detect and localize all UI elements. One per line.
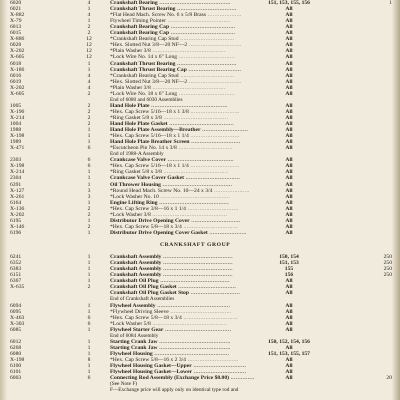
dot-leader: ...................................... (169, 30, 236, 37)
dot-leader: ............................. (189, 217, 241, 224)
dot-leader: ............................... (191, 363, 247, 369)
model-applicability: 151, 153, 155, 156 (268, 0, 310, 6)
dot-leader: ............................. (189, 139, 241, 146)
quantity: 2 (87, 102, 91, 109)
dot-leader: .......................................... (157, 338, 231, 345)
model-applicability: 151, 153, 155, 157 (268, 350, 310, 357)
dot-leader: .............................. (185, 205, 239, 212)
quantity: 1 (87, 338, 91, 345)
model-applicability: All (285, 60, 293, 67)
dot-leader: ...................................... (169, 24, 236, 31)
part-description: Flywheel Housing ............................................ (110, 350, 230, 357)
quantity: 4 (87, 84, 91, 91)
quantity: 1 (87, 254, 91, 261)
model-applicability: All (285, 36, 293, 43)
part-number: 1989 (10, 139, 22, 146)
part-description: Flywheel Timing Pointer ..................................... (110, 18, 231, 25)
dot-leader: .............. (229, 375, 255, 382)
quantity: 1 (87, 181, 91, 188)
dot-leader: ............................. (188, 133, 240, 140)
part-description: Starting Crank Jaw .......................................... (110, 338, 231, 345)
model-applicability: All (285, 284, 293, 291)
model-applicability: All (285, 375, 293, 382)
quantity: 1 (87, 344, 91, 351)
part-description: *Ring Gasket 5/8 x 3/8 ...................................... (110, 114, 229, 121)
dot-leader: ............................................ (150, 211, 228, 218)
quantity: 4 (87, 12, 91, 19)
dot-leader: .......................................... (157, 0, 231, 6)
part-description: Distributor Drive Opening Cover ............................. (110, 217, 241, 224)
dot-leader: ......................................... (161, 266, 233, 273)
part-description: Crankshaft Bearing Cap ...................................... (110, 30, 236, 37)
dot-leader: .............................. (185, 356, 239, 363)
quantity: 1 (87, 60, 91, 67)
part-number: X-136 (10, 205, 25, 212)
model-applicability: All (285, 90, 293, 97)
quantity: 1 (87, 350, 91, 357)
part-description: Connecting Rod Assembly (Exchange Price $8.00) .............. (110, 375, 255, 382)
model-applicability: All (285, 133, 293, 140)
quantity: 1 (87, 217, 91, 224)
dot-leader: ............................... (192, 369, 247, 376)
quantity: 1 (87, 302, 91, 309)
quantity: 2 (87, 211, 91, 218)
part-number: X-886 (10, 36, 25, 43)
dot-leader: ........................................... (150, 48, 226, 55)
list-price: 20 (386, 375, 392, 382)
list-price: 250 (383, 254, 392, 261)
model-applicability: All (285, 157, 293, 164)
quantity: 1 (87, 369, 91, 376)
part-description: *Hex. Slotted Nut 3/8—20 NF—2 ............................... (110, 42, 242, 49)
part-description: *Hex. Slotted Nut 3/8—20 NF—2 ............................... (110, 78, 242, 85)
dot-leader: ...................................... (167, 121, 234, 127)
part-number: X-202 (10, 211, 25, 218)
part-number: X-214 (10, 169, 25, 176)
part-description: *Hex. Cap Screw 3/8—16 x 1 1/4 .............................. (110, 205, 239, 212)
part-description: End of 6080 and 6030 Assemblies (110, 96, 183, 103)
model-applicability: All (285, 72, 293, 79)
model-applicability: All (285, 102, 293, 109)
parts-row (0, 387, 400, 393)
part-number: 6012 (10, 338, 22, 345)
dot-leader: ......................................... (160, 181, 233, 188)
model-applicability: All (285, 78, 293, 85)
part-description: Crankshaft Oil Plug Gasket Stop ............................. (110, 290, 240, 297)
part-number: 2304 (10, 175, 22, 182)
part-number: 6021 (10, 6, 22, 13)
part-description: *Escutcheon Pin No. 14 x 3/8 ................................ (110, 145, 233, 152)
part-number: X-463 (10, 314, 25, 321)
part-number: 2303 (10, 157, 22, 164)
quantity: 6 (87, 145, 91, 152)
part-description: *Hex. Cap Screw 5/16—18 x 1 1/4 ............................. (110, 133, 240, 140)
part-description: *Ring Gasket 5/8 x 3/8 ...................................... (110, 169, 229, 176)
part-description: Crankshaft Bearing Cap ...................................... (110, 24, 236, 31)
model-applicability: All (285, 229, 293, 236)
part-description: *Hex. Cap Screw 5/16—18 x 1 1/4 ............................. (110, 163, 240, 170)
quantity: 1 (87, 18, 91, 25)
quantity: 2 (87, 121, 91, 127)
quantity: 1 (87, 266, 91, 273)
part-number: 6019 (10, 78, 22, 85)
part-number: 6268 (10, 344, 22, 351)
model-applicability: All (285, 211, 293, 218)
part-number: X-605 (10, 54, 25, 61)
quantity: 1 (87, 133, 91, 140)
dot-leader: ......................................... (158, 193, 231, 200)
quantity: 6 (87, 320, 91, 327)
part-number: 6095 (10, 308, 22, 315)
part-description: Hand Hole Plate ............................................. (110, 102, 228, 109)
dot-leader: ............................................ (150, 320, 228, 327)
dot-leader: .................................. (176, 284, 237, 291)
dot-leader: ............................................. (149, 102, 228, 109)
model-applicability: All (285, 193, 293, 200)
model-applicability: 150, 154 (279, 254, 299, 261)
part-description: Hand Hole Plate Breather Screen ............................. (110, 139, 241, 146)
part-number: X-882 (10, 12, 25, 19)
part-description: *Lock Washer 5/8 ............................................ (110, 320, 228, 327)
model-applicability: All (285, 326, 293, 333)
quantity: 4 (87, 72, 91, 79)
quantity: 12 (86, 36, 92, 43)
model-applicability: All (285, 24, 293, 31)
part-number: X-146 (10, 223, 25, 230)
dot-leader: ................................... (175, 6, 237, 13)
part-description: Crankshaft Oil Plug ......................................... (110, 278, 230, 285)
part-description: Crankcase Valve Cover Gasket ................................ (110, 175, 241, 182)
model-applicability: All (285, 108, 293, 115)
part-number: 6013 (10, 24, 22, 31)
dot-leader: ............................... (187, 78, 242, 85)
quantity: 2 (87, 24, 91, 31)
part-description: Starting Crank Jaw .......................................... (110, 344, 231, 351)
dot-leader: ............................. (188, 290, 240, 297)
part-description: *Hex. Cap Screw 5/8—18 x 3/4 ................................ (110, 223, 238, 230)
part-number: X-127 (10, 187, 25, 194)
dot-leader: ............................................ (152, 350, 230, 357)
quantity: 3 (87, 193, 91, 200)
part-number: 1005 (10, 102, 22, 109)
part-description: Flywheel Starter Gear ....................................... (110, 326, 232, 333)
part-description: Crankshaft Assembly ......................................... (110, 272, 233, 279)
quantity: 1 (87, 139, 91, 146)
dot-leader: ............................... (186, 66, 242, 73)
part-description: Oil Thrower Housing ......................................... (110, 181, 233, 188)
quantity: 6 (87, 314, 91, 321)
quantity: 1 (87, 127, 91, 134)
quantity: 4 (87, 78, 91, 85)
part-number: 6164 (10, 199, 22, 206)
part-description: CRANKSHAFT GROUP (160, 242, 231, 248)
part-number: X-79 (10, 18, 22, 25)
quantity: 6 (87, 157, 91, 164)
quantity: 1 (87, 278, 91, 285)
dot-leader: ........................................... (155, 302, 231, 309)
dot-leader: ........................... (200, 127, 249, 134)
model-applicability: All (285, 6, 293, 13)
part-number: 6080 (10, 350, 22, 357)
part-number: 6100 (10, 363, 22, 369)
part-description: *Plain Washer 3/8 ........................................... (110, 84, 226, 91)
quantity: 1 (87, 199, 91, 206)
model-applicability: All (285, 42, 293, 49)
part-description: *Hex. Cap Screw 5/16—18 x 1 3/8 ............................. (110, 108, 240, 115)
dot-leader: ......................................... (161, 272, 233, 279)
quantity: 6 (87, 375, 91, 382)
dot-leader: .................................... (168, 308, 232, 315)
quantity: 6 (87, 163, 91, 170)
part-description: *Flat Head Mach. Screw No. 6 x 5/8 Brass .................... (110, 12, 242, 19)
dot-leader: ....................................... (165, 157, 234, 164)
part-number: 6003 (10, 375, 22, 382)
dot-leader: .................... (206, 12, 242, 19)
dot-leader: ................................ (178, 72, 235, 79)
part-description: Crankshaft Oil Plug Gasket .................................. (110, 284, 237, 291)
part-description: End of 6084 Assembly (110, 332, 159, 339)
part-description: Flywheel Housing Gasket—Upper ............................... (110, 363, 247, 369)
quantity: 2 (87, 114, 91, 121)
dot-leader: ................................ (184, 175, 241, 182)
part-number: X-471 (10, 145, 25, 152)
part-description: Crankshaft Thrust Bearing Cap ............................... (110, 66, 242, 73)
quantity: 2 (87, 30, 91, 37)
part-number: X-214 (10, 114, 25, 121)
part-number: X-198 (10, 356, 25, 363)
dot-leader: ......................................... (158, 278, 230, 285)
quantity: 1 (87, 308, 91, 315)
part-number: 6018 (10, 60, 22, 67)
part-number: X-605 (10, 90, 25, 97)
quantity: 1 (87, 326, 91, 333)
dot-leader: ......................................... (157, 199, 229, 206)
quantity: 2 (87, 205, 91, 212)
dot-leader: ..................................... (165, 18, 231, 25)
quantity: 1 (87, 260, 91, 267)
part-description: Crankshaft Thrust Bearing ................................... (110, 60, 237, 67)
part-description: *Lock Wire No. 18 x 6" Long ................................. (110, 90, 235, 97)
part-number: X-261 (10, 193, 25, 200)
dot-leader: ...................................... (161, 169, 229, 176)
part-description: Crankshaft Thrust Bearing ................................... (110, 6, 237, 13)
model-applicability: All (285, 369, 293, 376)
part-description: Hand Hole Plate Gasket ...................................... (110, 121, 234, 127)
dot-leader: ................................ (181, 314, 238, 321)
part-description: Distributor Drive Opening Cover Gasket ...................... (110, 229, 247, 236)
part-number: 6020 (10, 0, 22, 6)
part-number: X-635 (10, 284, 25, 291)
part-number: X-202 (10, 48, 25, 55)
quantity: 1 (87, 169, 91, 176)
model-applicability: All (285, 199, 293, 206)
model-applicability: All (285, 175, 293, 182)
part-description: *Lock Washer No. 10 ......................................... (110, 193, 231, 200)
model-applicability: All (285, 290, 293, 297)
part-number: 6085 (10, 326, 22, 333)
part-description: Flywheel Housing Gasket—Lower ............................... (110, 369, 247, 376)
part-description: F—Exchange price will apply only on identical type rod and (110, 387, 239, 394)
model-applicability: All (285, 121, 293, 127)
quantity: 1 (87, 6, 91, 13)
part-number: 6015 (10, 30, 22, 37)
part-description: Flywheel Assembly ........................................... (110, 302, 231, 309)
dot-leader: ...................... (207, 229, 247, 236)
list-price: 250 (383, 272, 392, 279)
part-description: *Lock Washer 3/8 ............................................ (110, 211, 228, 218)
part-number: 6391 (10, 181, 22, 188)
part-description: Hand Hole Plate Assembly—Breather ........................... (110, 127, 249, 134)
model-applicability: All (285, 114, 293, 121)
part-number: 6352 (10, 260, 22, 267)
part-description: *Crankshaft Bearing Cap Stud ................................ (110, 36, 235, 43)
model-applicability: 156 (284, 272, 294, 279)
part-number: X-303 (10, 320, 25, 327)
model-applicability: All (285, 30, 293, 37)
dot-leader: ............................... (187, 42, 242, 49)
part-description: *Hex. Cap Screw 5/8—18 x 3/4 ................................ (110, 314, 238, 321)
part-number: X-186 (10, 66, 25, 73)
model-applicability: All (285, 48, 293, 55)
dot-leader: ......................................... (161, 254, 233, 261)
part-description: Engine Lifting Ring ......................................... (110, 199, 229, 206)
part-number: 6028 (10, 42, 22, 49)
model-applicability: All (285, 18, 293, 25)
quantity: 1 (87, 229, 91, 236)
part-number: 6016 (10, 72, 22, 79)
part-description: *Round Head Mach. Screw No. 10—24 x 3/4 ..................... (110, 187, 250, 194)
model-applicability: 151, 153 (279, 260, 299, 267)
dot-leader: ............................. (188, 163, 240, 170)
part-number: 6241 (10, 254, 22, 261)
part-description: Crankshaft Assembly ......................................... (110, 254, 233, 261)
part-number: X-198 (10, 163, 25, 170)
model-applicability: All (285, 169, 293, 176)
part-description: *Crankshaft Bearing Cap Stud ................................ (110, 72, 235, 79)
dot-leader: .......................................... (157, 344, 231, 351)
dot-leader: ................................ (178, 36, 235, 43)
dot-leader: ................................... (175, 60, 237, 67)
quantity: 2 (87, 284, 91, 291)
part-number: X-198 (10, 133, 25, 140)
quantity: 8 (87, 356, 91, 363)
quantity: 12 (86, 42, 92, 49)
model-applicability: All (285, 66, 293, 73)
model-applicability: All (285, 205, 293, 212)
part-description: Crankshaft Assembly ......................................... (110, 266, 233, 273)
part-description: Crankshaft Assembly ......................................... (110, 260, 233, 267)
model-applicability: All (285, 223, 293, 230)
model-applicability: All (285, 163, 293, 170)
part-number: 6101 (10, 369, 22, 376)
model-applicability: All (285, 145, 293, 152)
dot-leader: ..................... (212, 187, 250, 194)
quantity: 1 (87, 272, 91, 279)
quantity: 3 (87, 187, 91, 194)
part-number: 6151 (10, 272, 22, 279)
part-number: X-196 (10, 108, 25, 115)
model-applicability: All (285, 12, 293, 19)
list-price: 250 (383, 260, 392, 267)
dot-leader: ........................................... (150, 84, 226, 91)
list-price: 250 (383, 266, 392, 273)
list-price: 1 (389, 0, 392, 6)
model-applicability: All (285, 314, 293, 321)
part-number: 6196 (10, 229, 22, 236)
dot-leader: ................................ (181, 223, 238, 230)
part-number: X-202 (10, 84, 25, 91)
dot-leader: ...................................... (161, 114, 229, 121)
model-applicability: All (285, 84, 293, 91)
model-applicability: 150, 152, 154, 156 (268, 338, 310, 345)
model-applicability: All (285, 181, 293, 188)
dot-leader: ................................. (177, 90, 235, 97)
model-applicability: All (285, 356, 293, 363)
quantity: 2 (87, 223, 91, 230)
quantity: 1 (87, 175, 91, 182)
dot-leader: ......................................... (161, 260, 233, 267)
model-applicability: All (285, 302, 293, 309)
dot-leader: ................................. (177, 54, 235, 61)
dot-leader: ....................................... (163, 326, 232, 333)
part-number: 6094 (10, 302, 22, 309)
quantity: 2 (87, 108, 91, 115)
quantity: 1 (87, 66, 91, 73)
part-number: 6367 (10, 278, 22, 285)
model-applicability: All (285, 139, 293, 146)
model-applicability: All (285, 127, 293, 134)
model-applicability: All (285, 344, 293, 351)
part-description: Crankcase Valve Cover ....................................... (110, 157, 234, 164)
part-number: 1988 (10, 127, 22, 134)
part-description: (See Note F) (110, 381, 138, 388)
part-description: Crankshaft Bearing .......................................... (110, 0, 231, 6)
quantity: 12 (86, 48, 92, 55)
model-applicability: 155 (284, 266, 294, 273)
part-number: 6383 (10, 266, 22, 273)
part-description: *Flywheel Driving Sleeve .................................... (110, 308, 232, 315)
quantity: 4 (87, 0, 91, 6)
part-description: *Lock Wire No. 14 x 6" Long ................................. (110, 54, 235, 61)
part-description: End of 1988-A Assembly (110, 151, 164, 158)
model-applicability: All (285, 278, 293, 285)
dot-leader: ............................. (188, 108, 240, 115)
model-applicability: All (285, 320, 293, 327)
part-number: 1004 (10, 121, 22, 127)
model-applicability: All (285, 54, 293, 61)
part-number: 6195 (10, 217, 22, 224)
model-applicability: All (285, 363, 293, 369)
model-applicability: All (285, 308, 293, 315)
model-applicability: All (285, 217, 293, 224)
quantity: 1 (87, 363, 91, 369)
quantity: 2 (87, 90, 91, 97)
dot-leader: ................................ (176, 145, 233, 152)
part-description: *Plain Washer 3/8 ........................................... (110, 48, 226, 55)
model-applicability: All (285, 187, 293, 194)
part-description: End of Crankshaft Assemblies (110, 296, 175, 303)
part-description: *Hex. Cap Screw 5/8—16 x 2 3/4 .............................. (110, 356, 239, 363)
quantity: 12 (86, 54, 92, 61)
